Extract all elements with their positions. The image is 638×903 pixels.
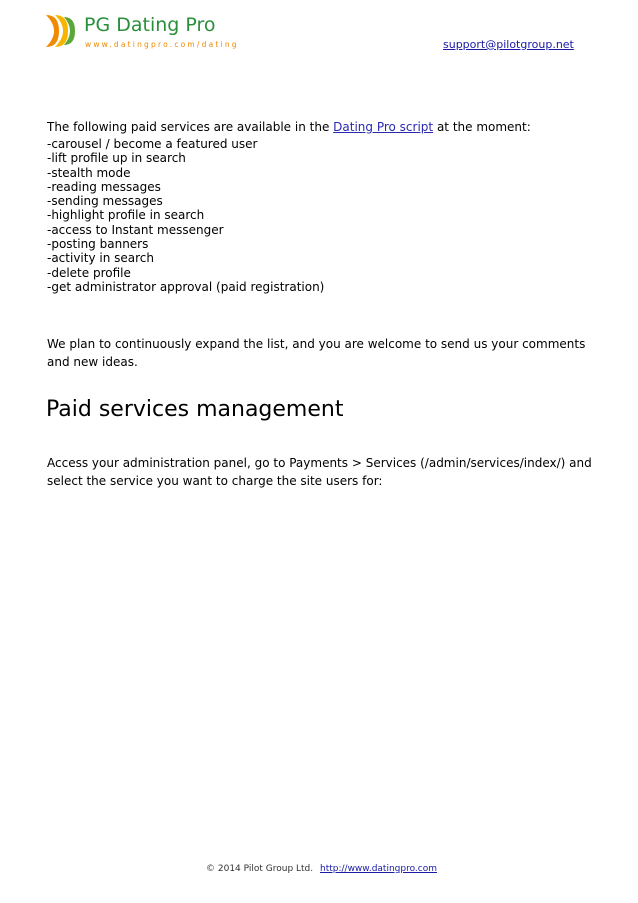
logo-title: PG Dating Pro <box>84 14 216 36</box>
footer-website-link[interactable]: http://www.datingpro.com <box>320 864 438 874</box>
dating-pro-script-link[interactable]: Dating Pro script <box>333 120 434 134</box>
list-item: -delete profile <box>47 265 131 280</box>
logo[interactable] <box>43 13 243 53</box>
intro-paragraph <box>47 120 607 135</box>
list-item: -access to Instant messenger <box>47 222 224 237</box>
list-item: -lift profile up in search <box>47 151 186 166</box>
list-item: -stealth mode <box>47 165 131 180</box>
list-item: -reading messages <box>47 179 161 194</box>
page-footer <box>0 864 638 878</box>
copyright-text: © 2014 Pilot Group Ltd. <box>206 864 314 874</box>
list-item: -carousel / become a featured user <box>47 137 258 151</box>
list-item: -sending messages <box>47 194 163 209</box>
list-item: -posting banners <box>47 237 149 252</box>
services-list <box>47 137 607 294</box>
intro-text-after: at the moment: <box>433 120 531 134</box>
support-email-link[interactable]: support@pilotgroup.net <box>443 38 574 51</box>
access-paragraph: Access your administration panel, go to Payments > Services (/admin/services/index/) and select the service you want to charge the site users for: <box>47 456 592 488</box>
logo-subtitle: www.datingpro.com/dating <box>85 40 239 49</box>
logo-icon <box>43 13 79 49</box>
page-header <box>0 0 638 60</box>
section-heading: Paid services management <box>46 397 344 422</box>
list-item: -activity in search <box>47 251 154 266</box>
list-item: -highlight profile in search <box>47 208 205 223</box>
intro-text-before: The following paid services are available in the <box>47 120 334 134</box>
list-item: -get administrator approval (paid registration) <box>47 279 325 294</box>
plan-paragraph: We plan to continuously expand the list, and you are welcome to send us your comments and new ideas. <box>47 337 586 369</box>
